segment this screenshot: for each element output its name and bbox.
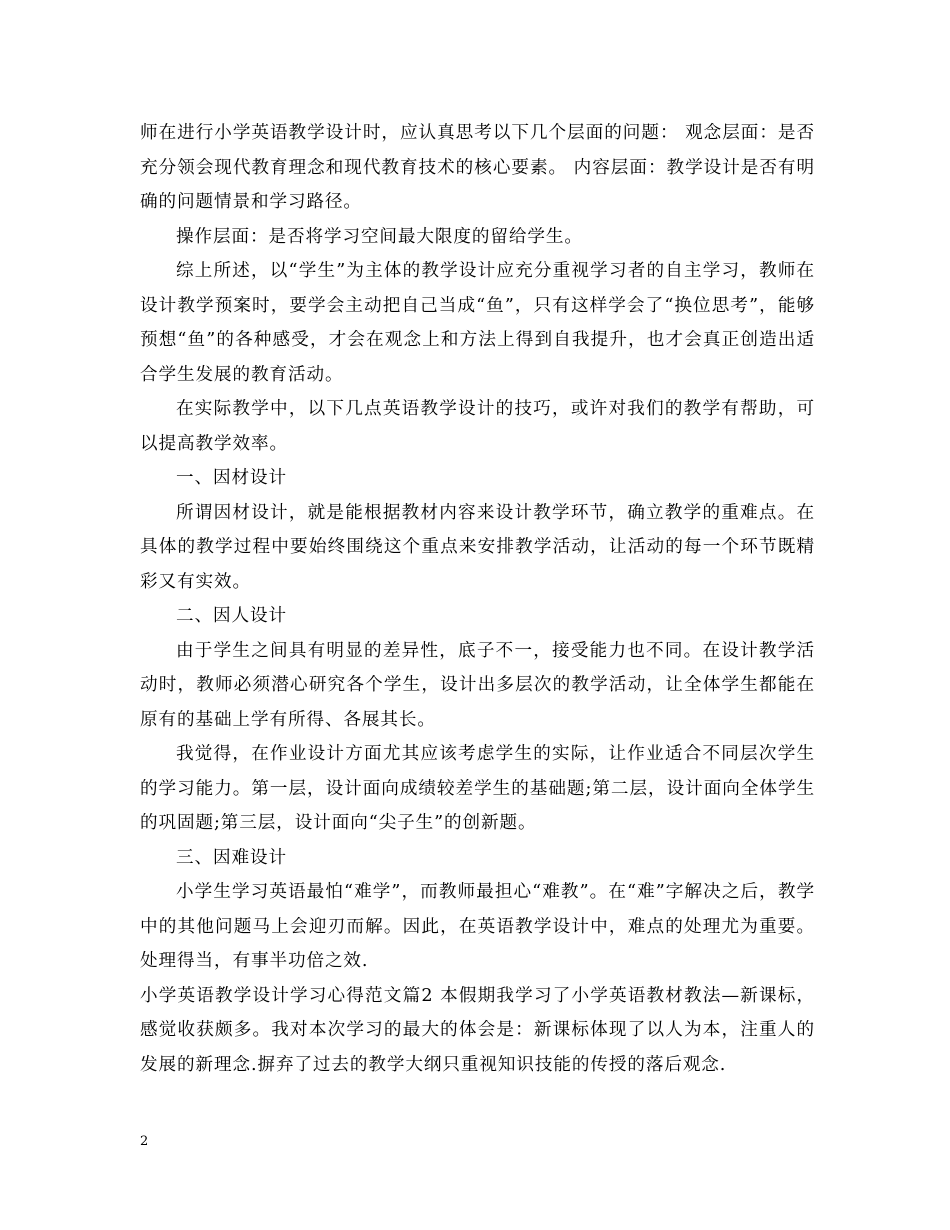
paragraph-2: 操作层面：是否将学习空间最大限度的留给学生。 [176,226,583,247]
section-heading-3: 三、因难设计 [176,847,287,868]
section-heading-1: 一、因材设计 [176,468,287,488]
paragraph-3: 综上所述，以“学生”为主体的教学设计应充分重视学习者的自主学习，教师在设计教学预案时，要学会主动把自己当成“鱼”，只有这样学会了“换位思考”，能够预想“鱼”的各种感受，才会在观念上和方法上得到自我提升，也才会真正创造出适合学生发展的教育活动。 [140,261,815,385]
section-heading-2: 二、因人设计 [176,606,287,626]
paragraph-8: 小学生学习英语最怕“难学”，而教师最担心“难教”。在“难”字解决之后，教学中的其他问题马上会迎刃而解。因此，在英语教学设计中，难点的处理尤为重要。处理得当，有事半功倍之效. [140,882,815,971]
paragraph-6: 由于学生之间具有明显的差异性，底子不一，接受能力也不同。在设计教学活动时，教师必须潜心研究各个学生，设计出多层次的教学活动，让全体学生都能在原有的基础上学有所得、各展其长。 [140,640,815,730]
paragraph-7: 我觉得，在作业设计方面尤其应该考虑学生的实际，让作业适合不同层次学生的学习能力。第一层，设计面向成绩较差学生的基础题;第二层，设计面向全体学生的巩固题;第三层，设计面向“尖子生”的创新题。 [140,744,815,833]
page-number: 2 [140,1134,149,1149]
paragraph-5: 所谓因材设计，就是能根据教材内容来设计教学环节，确立教学的重难点。在具体的教学过程中要始终围绕这个重点来安排教学活动，让活动的每一个环节既精彩又有实效。 [140,502,815,592]
paragraph-9: 小学英语教学设计学习心得范文篇2 本假期我学习了小学英语教材教法—新课标，感觉收获颇多。我对本次学习的最大的体会是：新课标体现了以人为本，注重人的发展的新理念.摒弃了过去的教学大纲只重视知识技能的传授的落后观念. [140,985,815,1075]
paragraph-4: 在实际教学中，以下几点英语教学设计的技巧，或许对我们的教学有帮助，可以提高教学效率。 [140,399,815,454]
paragraph-1: 师在进行小学英语教学设计时，应认真思考以下几个层面的问题： 观念层面：是否充分领会现代教育理念和现代教育技术的核心要素。 内容层面：教学设计是否有明确的问题情景和学习路径。 [140,123,815,212]
document-body [140,116,815,1082]
